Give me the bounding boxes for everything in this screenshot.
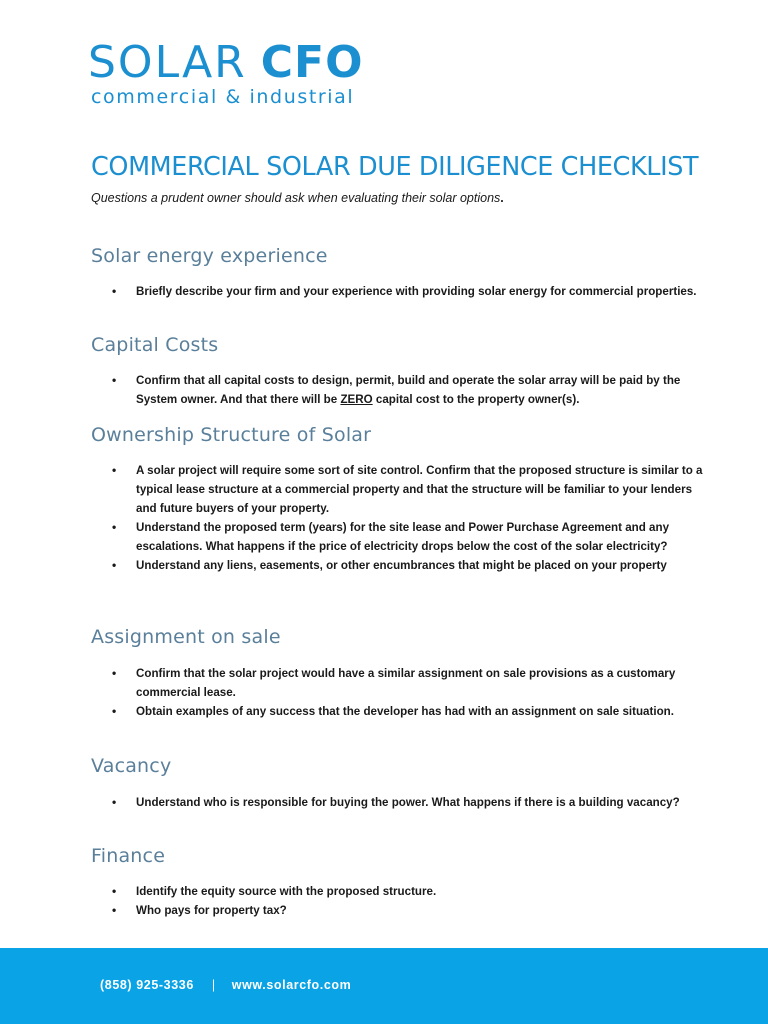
list-item-text: Understand the proposed term (years) for the site lease and Power Purchase Agreement and any escalations. What happens if the price of electricity drops below the cost of the solar electricity? bbox=[136, 521, 670, 553]
list-item bbox=[112, 664, 712, 702]
bullet-list-vacancy bbox=[112, 793, 712, 812]
bullet-list-solar-energy-experience bbox=[112, 282, 712, 301]
footer-website-link[interactable]: www.solarcfo.com bbox=[231, 978, 352, 992]
list-item bbox=[112, 556, 712, 575]
section-heading-assignment-on-sale: Assignment on sale bbox=[91, 626, 281, 648]
solar-cfo-logo bbox=[88, 38, 364, 108]
list-item bbox=[112, 518, 712, 556]
footer-separator: | bbox=[211, 978, 216, 992]
footer-contact bbox=[100, 978, 351, 992]
list-item bbox=[112, 882, 712, 901]
bullet-icon: • bbox=[112, 795, 117, 809]
section-heading-capital-costs: Capital Costs bbox=[91, 334, 219, 356]
list-item-text: Understand who is responsible for buying the power. What happens if there is a building vacancy? bbox=[136, 796, 680, 809]
list-item-text: Confirm that the solar project would have a similar assignment on sale provisions as a customary commercial lease. bbox=[136, 667, 676, 699]
list-item bbox=[112, 793, 712, 812]
list-item bbox=[112, 282, 712, 301]
list-item-text: A solar project will require some sort of site control. Confirm that the proposed structure is similar to a typical lease structure at a commercial property and that the structure will be familiar to your lenders and future buyers of your property. bbox=[136, 464, 703, 515]
bullet-list-assignment-on-sale bbox=[112, 664, 712, 721]
bullet-icon: • bbox=[112, 704, 117, 718]
section-heading-solar-energy-experience: Solar energy experience bbox=[91, 245, 328, 267]
subtitle-period: . bbox=[500, 191, 504, 205]
bullet-list-ownership-structure bbox=[112, 461, 712, 575]
footer-bar bbox=[0, 948, 768, 1024]
bullet-icon: • bbox=[112, 558, 117, 572]
bullet-list-capital-costs bbox=[112, 371, 712, 409]
subtitle-text: Questions a prudent owner should ask when evaluating their solar options bbox=[91, 191, 501, 205]
section-heading-finance: Finance bbox=[91, 845, 166, 867]
list-item-text-start: Confirm that all capital costs to design, permit, build and operate the solar array will be paid by the System owner. And that there will be bbox=[136, 374, 681, 406]
page-title: COMMERCIAL SOLAR DUE DILIGENCE CHECKLIST bbox=[91, 152, 699, 182]
list-item-text-end: capital cost to the property owner(s). bbox=[372, 393, 580, 406]
section-heading-vacancy: Vacancy bbox=[91, 755, 172, 777]
bullet-icon: • bbox=[112, 666, 117, 680]
bullet-icon: • bbox=[112, 463, 117, 477]
bullet-list-finance bbox=[112, 882, 712, 920]
list-item-text: Understand any liens, easements, or other encumbrances that might be placed on your property bbox=[136, 559, 667, 572]
list-item-text: Obtain examples of any success that the developer has had with an assignment on sale situation. bbox=[136, 705, 674, 718]
list-item-text: Who pays for property tax? bbox=[136, 904, 287, 917]
logo-wordmark bbox=[88, 38, 364, 88]
zero-emphasis: ZERO bbox=[340, 393, 373, 406]
list-item-text: Identify the equity source with the proposed structure. bbox=[136, 885, 437, 898]
list-item bbox=[112, 901, 712, 920]
list-item bbox=[112, 461, 712, 518]
logo-cfo-text: CFO bbox=[260, 37, 364, 88]
logo-tagline: commercial & industrial bbox=[91, 86, 355, 108]
bullet-icon: • bbox=[112, 373, 117, 387]
bullet-icon: • bbox=[112, 884, 117, 898]
logo-solar-text: SOLAR bbox=[88, 37, 247, 88]
list-item bbox=[112, 371, 712, 409]
bullet-icon: • bbox=[112, 284, 117, 298]
list-item-text: Briefly describe your firm and your experience with providing solar energy for commercial properties. bbox=[136, 285, 697, 298]
list-item bbox=[112, 702, 712, 721]
bullet-icon: • bbox=[112, 903, 117, 917]
section-heading-ownership-structure: Ownership Structure of Solar bbox=[91, 424, 372, 446]
page-subtitle bbox=[91, 191, 504, 205]
footer-phone[interactable]: (858) 925-3336 bbox=[100, 978, 194, 992]
bullet-icon: • bbox=[112, 520, 117, 534]
